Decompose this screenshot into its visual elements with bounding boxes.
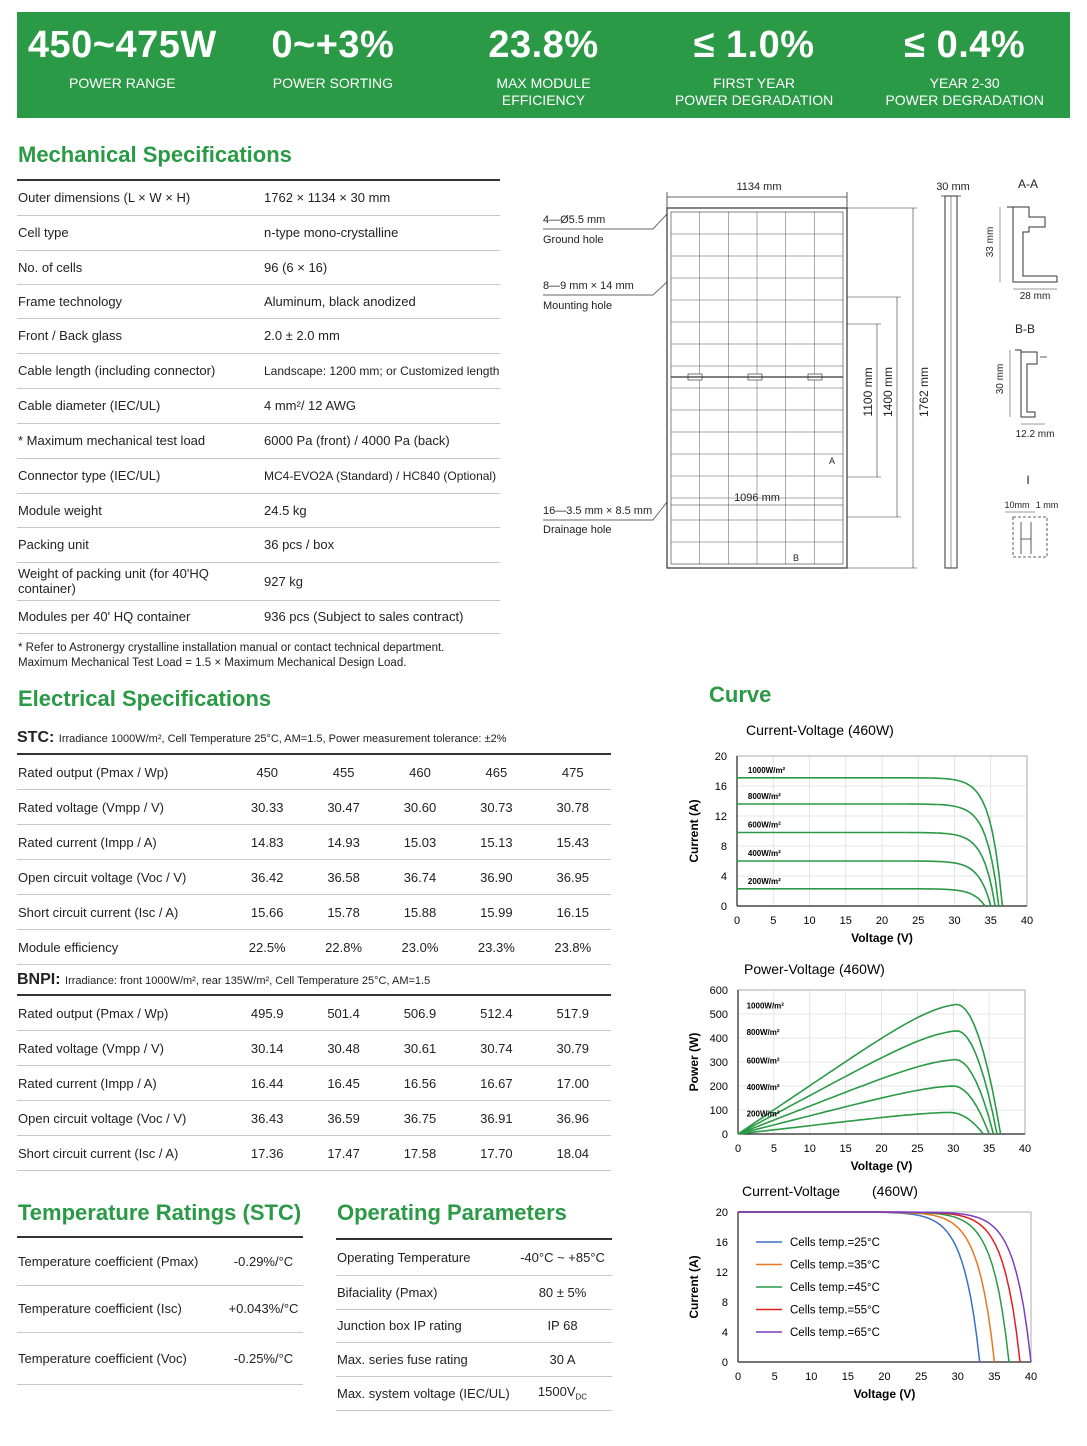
bb-122: 12.2 mm xyxy=(1015,429,1055,440)
y-tick-label: 8 xyxy=(721,1297,728,1309)
param-value: 30.14 xyxy=(229,1031,305,1066)
param-value: 15.66 xyxy=(229,895,305,930)
kpi-first-year xyxy=(649,12,860,118)
table-row xyxy=(17,527,500,562)
table-row xyxy=(336,1275,612,1309)
bnpi-heading xyxy=(17,971,430,989)
section-i: I xyxy=(1026,473,1030,487)
bnpi-conditions: Irradiance: front 1000W/m², rear 135W/m², Cell Temperature 25°C, AM=1.5 xyxy=(65,975,431,987)
param-value: 30.47 xyxy=(305,790,381,825)
kpi-value: ≤ 0.4% xyxy=(904,24,1026,66)
kpi-label: POWER SORTING xyxy=(272,75,394,91)
aa-33: 33 mm xyxy=(985,226,996,258)
y-tick-label: 4 xyxy=(721,1327,728,1339)
table-row xyxy=(17,493,500,527)
x-tick-label: 5 xyxy=(770,1143,777,1155)
param-value: 16.45 xyxy=(305,1066,381,1101)
legend-label: Cells temp.=45°C xyxy=(790,1282,880,1294)
table-row xyxy=(17,318,500,353)
param-value: 23.0% xyxy=(382,930,458,965)
spec-label: Module weight xyxy=(17,493,263,527)
x-tick-label: 35 xyxy=(988,1371,1001,1383)
kpi-efficiency xyxy=(438,12,649,118)
kpi-power-sorting xyxy=(228,12,439,118)
table-row xyxy=(17,1066,611,1101)
i-10: 10mm xyxy=(1004,500,1030,510)
spec-value: 4 mm²/ 12 AWG xyxy=(263,388,500,423)
curve-title: Curve xyxy=(709,682,772,707)
y-axis-label: Current (A) xyxy=(687,799,701,863)
spec-value: 24.5 kg xyxy=(263,493,500,527)
x-tick-label: 15 xyxy=(839,1143,852,1155)
dim-width: 1134 mm xyxy=(736,181,782,193)
param-label: Short circuit current (Isc / A) xyxy=(17,895,229,930)
kpi-label: FIRST YEAR POWER DEGRADATION xyxy=(674,75,834,108)
spec-label: Modules per 40' HQ container xyxy=(17,600,263,633)
param-value: 15.99 xyxy=(458,895,534,930)
table-row xyxy=(17,600,500,633)
series-label: 1000W/m² xyxy=(747,765,786,775)
series-label: 600W/m² xyxy=(746,1056,780,1066)
section-bb: B-B xyxy=(1014,322,1036,336)
legend-label: Cells temp.=25°C xyxy=(790,1237,880,1249)
kpi-label: POWER RANGE xyxy=(69,75,176,91)
param-value: 36.90 xyxy=(458,860,534,895)
chart-title: Current-Voltage xyxy=(742,1183,841,1199)
spec-label: * Maximum mechanical test load xyxy=(17,423,263,458)
series-label: 800W/m² xyxy=(747,792,781,801)
y-axis-label: Power (W) xyxy=(687,1032,701,1092)
y-tick-label: 0 xyxy=(721,1357,728,1369)
spec-label: Packing unit xyxy=(17,527,263,562)
table-row xyxy=(17,930,611,965)
param-value: 517.9 xyxy=(535,995,611,1031)
temperature-table xyxy=(17,1236,303,1385)
x-tick-label: 5 xyxy=(770,915,777,927)
table-row xyxy=(17,215,500,250)
chart-title-extra: (460W) xyxy=(872,1183,918,1199)
y-tick-label: 400 xyxy=(709,1033,728,1045)
kpi-label: YEAR 2-30 POWER DEGRADATION xyxy=(885,75,1044,108)
param-value: 30.48 xyxy=(305,1031,381,1066)
param-value: 36.74 xyxy=(382,860,458,895)
series-label: 400W/m² xyxy=(746,1083,780,1092)
param-value: 36.43 xyxy=(229,1101,305,1136)
x-tick-label: 25 xyxy=(915,1371,928,1383)
param-value: 17.47 xyxy=(305,1136,381,1171)
ground-hole-label: Ground hole xyxy=(543,234,604,246)
table-row xyxy=(17,1101,611,1136)
param-value: 23.8% xyxy=(535,930,611,965)
x-tick-label: 20 xyxy=(875,915,889,927)
spec-value: 1762 × 1134 × 30 mm xyxy=(263,180,500,215)
pv-irradiance-chart xyxy=(680,958,1075,1178)
x-tick-label: 15 xyxy=(839,915,852,927)
param-value: 30.78 xyxy=(535,790,611,825)
table-row xyxy=(17,284,500,318)
series-label: 1000W/m² xyxy=(746,1001,784,1011)
param-value: 36.91 xyxy=(458,1101,534,1136)
y-tick-label: 20 xyxy=(714,751,727,763)
dim-1400: 1400 mm xyxy=(881,366,895,418)
param-value: 36.75 xyxy=(382,1101,458,1136)
y-tick-label: 100 xyxy=(709,1105,728,1117)
spec-label: Temperature coefficient (Voc) xyxy=(17,1332,223,1384)
table-row xyxy=(336,1342,612,1376)
param-value: 36.58 xyxy=(305,860,381,895)
table-row xyxy=(17,825,611,860)
y-tick-label: 0 xyxy=(720,901,727,913)
table-row xyxy=(17,790,611,825)
spec-label: Front / Back glass xyxy=(17,318,263,353)
param-value: 30.79 xyxy=(535,1031,611,1066)
param-value: 14.93 xyxy=(305,825,381,860)
table-row xyxy=(17,423,500,458)
dim-1100: 1100 mm xyxy=(861,367,875,417)
x-tick-label: 25 xyxy=(912,915,925,927)
spec-label: No. of cells xyxy=(17,250,263,284)
x-tick-label: 35 xyxy=(983,1143,996,1155)
spec-label: Cell type xyxy=(17,215,263,250)
spec-value: 80 ± 5% xyxy=(512,1275,612,1309)
electrical-title: Electrical Specifications xyxy=(18,686,272,711)
x-tick-label: 20 xyxy=(875,1143,888,1155)
mechanical-note xyxy=(18,641,444,671)
drain-hole-dim: 16—3.5 mm × 8.5 mm xyxy=(543,505,653,517)
table-row xyxy=(17,180,500,215)
param-value: 30.61 xyxy=(382,1031,458,1066)
param-value: 36.59 xyxy=(305,1101,381,1136)
y-tick-label: 4 xyxy=(720,871,727,883)
kpi-power-range xyxy=(17,12,228,118)
spec-value: 96 (6 × 16) xyxy=(263,250,500,284)
spec-value: Landscape: 1200 mm; or Customized length xyxy=(263,353,500,388)
y-tick-label: 8 xyxy=(720,841,727,853)
spec-value: 36 pcs / box xyxy=(263,527,500,562)
param-label: Short circuit current (Isc / A) xyxy=(17,1136,229,1171)
table-row xyxy=(17,995,611,1031)
param-label: Rated voltage (Vmpp / V) xyxy=(17,790,229,825)
table-row xyxy=(17,860,611,895)
param-value: 36.95 xyxy=(535,860,611,895)
legend-label: Cells temp.=65°C xyxy=(790,1327,880,1339)
drain-hole-label: Drainage hole xyxy=(543,524,612,536)
x-tick-label: 40 xyxy=(1020,915,1034,927)
spec-value: -0.25%/°C xyxy=(223,1332,303,1384)
y-tick-label: 500 xyxy=(709,1009,728,1021)
series-label: 400W/m² xyxy=(747,849,781,858)
x-tick-label: 10 xyxy=(803,915,816,927)
dim-1096: 1096 mm xyxy=(734,492,780,504)
param-value: 15.43 xyxy=(535,825,611,860)
param-value: 22.5% xyxy=(229,930,305,965)
param-value: 30.60 xyxy=(382,790,458,825)
y-tick-label: 16 xyxy=(715,1237,728,1249)
table-row xyxy=(336,1309,612,1342)
param-value: 18.04 xyxy=(535,1136,611,1171)
param-label: Rated current (Impp / A) xyxy=(17,825,229,860)
mechanical-title: Mechanical Specifications xyxy=(18,142,292,167)
table-row xyxy=(17,1031,611,1066)
param-value: 460 xyxy=(382,754,458,790)
x-tick-label: 15 xyxy=(841,1371,854,1383)
chart-title: Current-Voltage (460W) xyxy=(746,722,894,738)
spec-value: $1500V_{DC}$ xyxy=(512,1376,612,1410)
ground-hole-dim: 4—Ø5.5 mm xyxy=(543,214,606,226)
param-value: 36.96 xyxy=(535,1101,611,1136)
param-value: 30.33 xyxy=(229,790,305,825)
mount-hole-dim: 8—9 mm × 14 mm xyxy=(543,280,634,292)
y-tick-label: 200 xyxy=(709,1081,728,1093)
spec-value: 30 A xyxy=(512,1342,612,1376)
param-label: Rated voltage (Vmpp / V) xyxy=(17,1031,229,1066)
param-value: 501.4 xyxy=(305,995,381,1031)
table-row xyxy=(17,1332,303,1384)
y-tick-label: 600 xyxy=(709,985,728,997)
dc-subscript: DC xyxy=(575,1392,588,1402)
table-row xyxy=(17,250,500,284)
i-1: 1 mm xyxy=(1035,500,1059,510)
table-row xyxy=(17,1285,303,1332)
module-drawing xyxy=(535,172,1075,582)
spec-value: 936 pcs (Subject to sales contract) xyxy=(263,600,500,633)
param-label: Module efficiency xyxy=(17,930,229,965)
stc-conditions: Irradiance 1000W/m², Cell Temperature 25°C, AM=1.5, Power measurement tolerance: ±2% xyxy=(58,733,507,745)
kpi-value: 450~475W xyxy=(27,24,217,66)
x-tick-label: 0 xyxy=(733,915,741,927)
param-label: Rated current (Impp / A) xyxy=(17,1066,229,1101)
param-label: Rated output (Pmax / Wp) xyxy=(17,995,229,1031)
param-label: Rated output (Pmax / Wp) xyxy=(17,754,229,790)
kpi-value: ≤ 1.0% xyxy=(693,24,815,66)
x-tick-label: 40 xyxy=(1018,1143,1032,1155)
table-row xyxy=(17,388,500,423)
bnpi-label: BNPI: xyxy=(17,971,61,988)
kpi-banner xyxy=(17,12,1070,118)
stc-heading xyxy=(17,729,506,747)
stc-table xyxy=(17,753,611,965)
y-tick-label: 16 xyxy=(714,781,727,793)
param-value: 16.44 xyxy=(229,1066,305,1101)
spec-label: Max. system voltage (IEC/UL) xyxy=(336,1376,512,1410)
param-value: 495.9 xyxy=(229,995,305,1031)
param-label: Open circuit voltage (Voc / V) xyxy=(17,1101,229,1136)
x-tick-label: 0 xyxy=(734,1371,742,1383)
series-line xyxy=(737,889,985,906)
spec-value: 2.0 ± 2.0 mm xyxy=(263,318,500,353)
param-value: 30.74 xyxy=(458,1031,534,1066)
spec-label: Weight of packing unit (for 40'HQ container) xyxy=(17,562,263,600)
table-row xyxy=(17,458,500,493)
x-tick-label: 0 xyxy=(734,1143,742,1155)
x-tick-label: 35 xyxy=(984,915,997,927)
x-tick-label: 5 xyxy=(771,1371,778,1383)
dim-1762: 1762 mm xyxy=(917,366,931,418)
param-value: 16.15 xyxy=(535,895,611,930)
table-row xyxy=(17,1136,611,1171)
bb-30: 30 mm xyxy=(995,363,1006,395)
param-value: 23.3% xyxy=(458,930,534,965)
param-value: 17.70 xyxy=(458,1136,534,1171)
dim-thickness: 30 mm xyxy=(936,181,970,193)
y-tick-label: 12 xyxy=(715,1267,728,1279)
series-label: 200W/m² xyxy=(747,876,781,886)
x-tick-label: 30 xyxy=(951,1371,964,1383)
table-row xyxy=(17,895,611,930)
param-value: 17.00 xyxy=(535,1066,611,1101)
param-value: 455 xyxy=(305,754,381,790)
table-row xyxy=(17,353,500,388)
note-line: * Refer to Astronergy crystalline installation manual or contact technical department. xyxy=(18,642,445,654)
param-value: 15.88 xyxy=(382,895,458,930)
spec-value: -40°C ~ +85°C xyxy=(512,1239,612,1275)
x-tick-label: 20 xyxy=(878,1371,891,1383)
param-value: 15.78 xyxy=(305,895,381,930)
kpi-value: 0~+3% xyxy=(271,24,395,66)
param-value: 14.83 xyxy=(229,825,305,860)
x-tick-label: 10 xyxy=(805,1371,818,1383)
param-value: 465 xyxy=(458,754,534,790)
mount-hole-label: Mounting hole xyxy=(543,300,613,312)
note-line: Maximum Mechanical Test Load = 1.5 × Maximum Mechanical Design Load. xyxy=(18,657,407,669)
kpi-year-2-30 xyxy=(859,12,1070,118)
param-value: 506.9 xyxy=(382,995,458,1031)
spec-label: Max. series fuse rating xyxy=(336,1342,512,1376)
table-row xyxy=(336,1239,612,1275)
iv-irradiance-chart xyxy=(680,718,1075,953)
spec-label: Outer dimensions (L × W × H) xyxy=(17,180,263,215)
kpi-value: 23.8% xyxy=(488,24,599,66)
spec-value: MC4-EVO2A (Standard) / HC840 (Optional) xyxy=(263,458,500,493)
y-axis-label: Current (A) xyxy=(687,1255,701,1319)
spec-label: Cable diameter (IEC/UL) xyxy=(17,388,263,423)
param-value: 22.8% xyxy=(305,930,381,965)
param-value: 16.56 xyxy=(382,1066,458,1101)
spec-value: Aluminum, black anodized xyxy=(263,284,500,318)
x-tick-label: 30 xyxy=(948,915,961,927)
param-value: 15.03 xyxy=(382,825,458,860)
legend-label: Cells temp.=35°C xyxy=(790,1259,880,1272)
spec-label: Temperature coefficient (Pmax) xyxy=(17,1237,223,1285)
param-value: 17.36 xyxy=(229,1136,305,1171)
b-mark: B xyxy=(793,553,800,563)
spec-value: 927 kg xyxy=(263,562,500,600)
series-label: 800W/m² xyxy=(746,1027,780,1037)
legend-label: Cells temp.=55°C xyxy=(790,1304,880,1317)
x-tick-label: 40 xyxy=(1024,1371,1038,1383)
spec-value: n-type mono-crystalline xyxy=(263,215,500,250)
bnpi-table xyxy=(17,994,611,1171)
operating-title: Operating Parameters xyxy=(337,1200,567,1225)
param-value: 17.58 xyxy=(382,1136,458,1171)
series-line xyxy=(737,833,995,907)
x-axis-label: Voltage (V) xyxy=(851,931,913,945)
spec-value: +0.043%/°C xyxy=(223,1285,303,1332)
mechanical-table xyxy=(17,179,500,634)
param-value: 450 xyxy=(229,754,305,790)
series-label: 200W/m² xyxy=(746,1109,780,1119)
x-tick-label: 10 xyxy=(803,1143,816,1155)
x-axis-label: Voltage (V) xyxy=(850,1159,913,1173)
a-mark: A xyxy=(829,456,836,466)
stc-label: STC: xyxy=(17,729,55,746)
spec-label: Frame technology xyxy=(17,284,263,318)
spec-label: Bifaciality (Pmax) xyxy=(336,1275,512,1309)
spec-label: Operating Temperature xyxy=(336,1239,512,1275)
param-value: 30.73 xyxy=(458,790,534,825)
y-tick-label: 20 xyxy=(715,1207,728,1219)
table-row xyxy=(336,1376,612,1410)
spec-label: Connector type (IEC/UL) xyxy=(17,458,263,493)
param-value: 36.42 xyxy=(229,860,305,895)
y-tick-label: 12 xyxy=(714,811,727,823)
section-aa: A-A xyxy=(1017,177,1039,191)
operating-table xyxy=(336,1238,612,1411)
series-label: 600W/m² xyxy=(747,820,781,830)
spec-label: Temperature coefficient (Isc) xyxy=(17,1285,223,1332)
kpi-label: MAX MODULE EFFICIENCY xyxy=(496,75,591,108)
table-row xyxy=(17,1237,303,1285)
param-label: Open circuit voltage (Voc / V) xyxy=(17,860,229,895)
table-row xyxy=(17,754,611,790)
param-value: 512.4 xyxy=(458,995,534,1031)
spec-value: -0.29%/°C xyxy=(223,1237,303,1285)
spec-label: Cable length (including connector) xyxy=(17,353,263,388)
aa-28: 28 mm xyxy=(1019,291,1051,302)
spec-value: IP 68 xyxy=(512,1309,612,1342)
param-value: 15.13 xyxy=(458,825,534,860)
x-tick-label: 25 xyxy=(911,1143,924,1155)
y-tick-label: 0 xyxy=(721,1129,728,1141)
spec-label: Junction box IP rating xyxy=(336,1309,512,1342)
param-value: 475 xyxy=(535,754,611,790)
x-tick-label: 30 xyxy=(947,1143,960,1155)
chart-title: Power-Voltage (460W) xyxy=(744,961,885,977)
iv-temperature-chart xyxy=(680,1180,1075,1408)
param-value: 16.67 xyxy=(458,1066,534,1101)
temperature-title: Temperature Ratings (STC) xyxy=(18,1200,302,1225)
spec-value: 6000 Pa (front) / 4000 Pa (back) xyxy=(263,423,500,458)
y-tick-label: 300 xyxy=(709,1057,728,1069)
table-row xyxy=(17,562,500,600)
series-line xyxy=(738,1060,993,1134)
x-axis-label: Voltage (V) xyxy=(853,1387,916,1401)
